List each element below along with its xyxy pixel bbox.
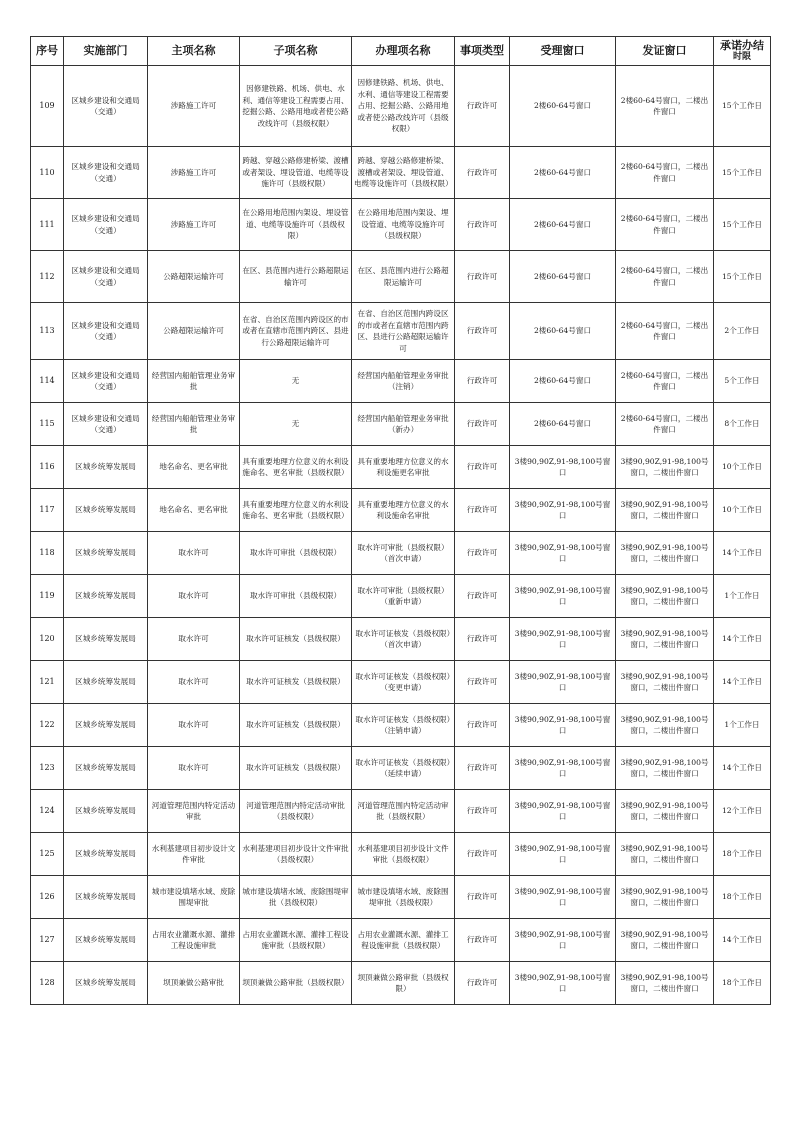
cell-no: 117 [31,489,64,532]
cell-dept: 区城乡统筹发展局 [64,575,148,618]
cell-no: 119 [31,575,64,618]
table-row [31,199,771,251]
cell-no: 121 [31,661,64,704]
cell-handle-item: 经营国内船舶管理业务审批（注销） [352,360,455,403]
cell-time-limit: 15个工作日 [714,251,771,303]
cell-issue-window: 3楼90,90Z,91-98,100号窗口，二楼出件窗口 [616,532,714,575]
cell-no: 114 [31,360,64,403]
cell-issue-window: 3楼90,90Z,91-98,100号窗口，二楼出件窗口 [616,618,714,661]
cell-type: 行政许可 [455,618,510,661]
cell-no: 116 [31,446,64,489]
cell-accept-window: 3楼90,90Z,91-98,100号窗口 [510,704,616,747]
cell-sub-item: 水利基建项目初步设计文件审批（县级权限） [240,833,352,876]
header-dept: 实施部门 [64,37,148,66]
cell-issue-window: 2楼60-64号窗口，二楼出件窗口 [616,66,714,147]
cell-no: 113 [31,303,64,360]
cell-main-item: 取水许可 [148,661,240,704]
cell-main-item: 涉路施工许可 [148,66,240,147]
cell-accept-window: 3楼90,90Z,91-98,100号窗口 [510,618,616,661]
cell-handle-item: 跨越、穿越公路修建桥梁、渡槽或者架设、埋设管道、电缆等设施许可（县级权限） [352,147,455,199]
cell-handle-item: 在公路用地范围内架设、埋设管道、电缆等设施许可（县级权限） [352,199,455,251]
cell-accept-window: 2楼60-64号窗口 [510,360,616,403]
cell-time-limit: 14个工作日 [714,532,771,575]
cell-type: 行政许可 [455,747,510,790]
cell-time-limit: 14个工作日 [714,919,771,962]
cell-accept-window: 3楼90,90Z,91-98,100号窗口 [510,747,616,790]
cell-accept-window: 2楼60-64号窗口 [510,199,616,251]
cell-dept: 区城乡统筹发展局 [64,661,148,704]
cell-time-limit: 12个工作日 [714,790,771,833]
cell-main-item: 河道管理范围内特定活动审批 [148,790,240,833]
table-row [31,790,771,833]
table-row [31,532,771,575]
cell-accept-window: 3楼90,90Z,91-98,100号窗口 [510,790,616,833]
table-row [31,489,771,532]
cell-dept: 区城乡建设和交通局（交通） [64,199,148,251]
cell-issue-window: 2楼60-64号窗口，二楼出件窗口 [616,360,714,403]
cell-issue-window: 3楼90,90Z,91-98,100号窗口，二楼出件窗口 [616,661,714,704]
cell-type: 行政许可 [455,575,510,618]
header-time-limit-line2: 时限 [732,52,751,62]
cell-main-item: 公路超限运输许可 [148,303,240,360]
cell-main-item: 坝顶兼做公路审批 [148,962,240,1005]
cell-time-limit: 18个工作日 [714,833,771,876]
cell-issue-window: 3楼90,90Z,91-98,100号窗口，二楼出件窗口 [616,446,714,489]
cell-issue-window: 2楼60-64号窗口，二楼出件窗口 [616,303,714,360]
cell-sub-item: 在公路用地范围内架设、埋设管道、电缆等设施许可（县级权限） [240,199,352,251]
cell-sub-item: 城市建设填堵水域、废除围堤审批（县级权限） [240,876,352,919]
cell-handle-item: 具有重要地理方位意义的水利设施更名审批 [352,446,455,489]
cell-issue-window: 3楼90,90Z,91-98,100号窗口，二楼出件窗口 [616,876,714,919]
table-row [31,446,771,489]
cell-main-item: 公路超限运输许可 [148,251,240,303]
cell-accept-window: 2楼60-64号窗口 [510,303,616,360]
cell-sub-item: 因修建铁路、机场、供电、水利、通信等建设工程需要占用、挖掘公路、公路用地或者使公路改线许可（县级权限） [240,66,352,147]
header-time-limit [714,37,771,66]
table-row [31,704,771,747]
cell-sub-item: 跨越、穿越公路修建桥梁、渡槽或者架设、埋设管道、电缆等设施许可（县级权限） [240,147,352,199]
cell-sub-item: 取水许可证核发（县级权限） [240,618,352,661]
table-row [31,876,771,919]
cell-time-limit: 15个工作日 [714,199,771,251]
header-sub-item: 子项名称 [240,37,352,66]
cell-accept-window: 3楼90,90Z,91-98,100号窗口 [510,489,616,532]
cell-type: 行政许可 [455,199,510,251]
cell-accept-window: 3楼90,90Z,91-98,100号窗口 [510,833,616,876]
cell-type: 行政许可 [455,303,510,360]
cell-handle-item: 具有重要地理方位意义的水利设施命名审批 [352,489,455,532]
cell-type: 行政许可 [455,403,510,446]
cell-handle-item: 取水许可证核发（县级权限）（变更申请） [352,661,455,704]
cell-handle-item: 取水许可审批（县级权限）（首次申请） [352,532,455,575]
cell-sub-item: 取水许可审批（县级权限） [240,532,352,575]
cell-time-limit: 1个工作日 [714,575,771,618]
cell-sub-item: 取水许可证核发（县级权限） [240,661,352,704]
cell-main-item: 涉路施工许可 [148,147,240,199]
table-row [31,66,771,147]
cell-no: 123 [31,747,64,790]
cell-handle-item: 在省、自治区范围内跨设区的市或者在直辖市范围内跨区、县进行公路超限运输许可 [352,303,455,360]
cell-issue-window: 2楼60-64号窗口，二楼出件窗口 [616,147,714,199]
cell-main-item: 经营国内船舶管理业务审批 [148,360,240,403]
cell-time-limit: 18个工作日 [714,876,771,919]
cell-type: 行政许可 [455,876,510,919]
cell-sub-item: 无 [240,403,352,446]
cell-time-limit: 15个工作日 [714,66,771,147]
cell-dept: 区城乡建设和交通局（交通） [64,403,148,446]
cell-accept-window: 3楼90,90Z,91-98,100号窗口 [510,876,616,919]
cell-time-limit: 8个工作日 [714,403,771,446]
table-row [31,833,771,876]
cell-issue-window: 3楼90,90Z,91-98,100号窗口，二楼出件窗口 [616,919,714,962]
table-row [31,919,771,962]
cell-dept: 区城乡建设和交通局（交通） [64,66,148,147]
cell-issue-window: 3楼90,90Z,91-98,100号窗口，二楼出件窗口 [616,790,714,833]
cell-type: 行政许可 [455,833,510,876]
table-row [31,251,771,303]
cell-issue-window: 3楼90,90Z,91-98,100号窗口，二楼出件窗口 [616,747,714,790]
cell-no: 118 [31,532,64,575]
table-row [31,962,771,1005]
cell-handle-item: 因修建铁路、机场、供电、水利、通信等建设工程需要占用、挖掘公路、公路用地或者使公路改线许可（县级权限） [352,66,455,147]
cell-no: 122 [31,704,64,747]
cell-accept-window: 3楼90,90Z,91-98,100号窗口 [510,919,616,962]
cell-no: 125 [31,833,64,876]
cell-sub-item: 具有重要地理方位意义的水利设施命名、更名审批（县级权限） [240,446,352,489]
cell-sub-item: 取水许可证核发（县级权限） [240,747,352,790]
cell-sub-item: 在区、县范围内进行公路超限运输许可 [240,251,352,303]
cell-type: 行政许可 [455,790,510,833]
cell-no: 124 [31,790,64,833]
cell-handle-item: 取水许可证核发（县级权限）（注销申请） [352,704,455,747]
table-row [31,303,771,360]
cell-handle-item: 取水许可证核发（县级权限）（首次申请） [352,618,455,661]
cell-type: 行政许可 [455,704,510,747]
service-items-table [30,36,771,1005]
cell-main-item: 取水许可 [148,532,240,575]
cell-main-item: 城市建设填堵水域、废除围堤审批 [148,876,240,919]
cell-sub-item: 具有重要地理方位意义的水利设施命名、更名审批（县级权限） [240,489,352,532]
cell-issue-window: 3楼90,90Z,91-98,100号窗口，二楼出件窗口 [616,833,714,876]
cell-issue-window: 2楼60-64号窗口，二楼出件窗口 [616,251,714,303]
cell-no: 110 [31,147,64,199]
table-row [31,575,771,618]
cell-dept: 区城乡统筹发展局 [64,704,148,747]
cell-main-item: 取水许可 [148,618,240,661]
table-row [31,661,771,704]
cell-no: 109 [31,66,64,147]
table-body [31,66,771,1005]
cell-type: 行政许可 [455,66,510,147]
cell-dept: 区城乡统筹发展局 [64,790,148,833]
cell-no: 128 [31,962,64,1005]
cell-type: 行政许可 [455,446,510,489]
cell-time-limit: 2个工作日 [714,303,771,360]
header-type: 事项类型 [455,37,510,66]
cell-accept-window: 3楼90,90Z,91-98,100号窗口 [510,575,616,618]
cell-dept: 区城乡统筹发展局 [64,833,148,876]
cell-time-limit: 18个工作日 [714,962,771,1005]
cell-sub-item: 在省、自治区范围内跨设区的市或者在直辖市范围内跨区、县进行公路超限运输许可 [240,303,352,360]
table-row [31,618,771,661]
cell-dept: 区城乡统筹发展局 [64,489,148,532]
header-accept-window: 受理窗口 [510,37,616,66]
table-row [31,360,771,403]
cell-sub-item: 坝顶兼做公路审批（县级权限） [240,962,352,1005]
cell-issue-window: 3楼90,90Z,91-98,100号窗口，二楼出件窗口 [616,575,714,618]
cell-sub-item: 取水许可证核发（县级权限） [240,704,352,747]
cell-handle-item: 在区、县范围内进行公路超限运输许可 [352,251,455,303]
cell-main-item: 取水许可 [148,747,240,790]
cell-time-limit: 5个工作日 [714,360,771,403]
cell-time-limit: 10个工作日 [714,446,771,489]
cell-time-limit: 14个工作日 [714,618,771,661]
cell-dept: 区城乡建设和交通局（交通） [64,360,148,403]
cell-time-limit: 1个工作日 [714,704,771,747]
cell-sub-item: 取水许可审批（县级权限） [240,575,352,618]
cell-no: 120 [31,618,64,661]
cell-no: 112 [31,251,64,303]
cell-accept-window: 2楼60-64号窗口 [510,251,616,303]
cell-dept: 区城乡统筹发展局 [64,962,148,1005]
cell-dept: 区城乡统筹发展局 [64,532,148,575]
table-row [31,403,771,446]
cell-handle-item: 河道管理范围内特定活动审批（县级权限） [352,790,455,833]
cell-issue-window: 3楼90,90Z,91-98,100号窗口，二楼出件窗口 [616,489,714,532]
cell-issue-window: 2楼60-64号窗口，二楼出件窗口 [616,403,714,446]
cell-no: 111 [31,199,64,251]
cell-type: 行政许可 [455,532,510,575]
cell-dept: 区城乡统筹发展局 [64,747,148,790]
cell-no: 127 [31,919,64,962]
cell-accept-window: 3楼90,90Z,91-98,100号窗口 [510,446,616,489]
cell-handle-item: 城市建设填堵水域、废除围堤审批（县级权限） [352,876,455,919]
cell-sub-item: 无 [240,360,352,403]
cell-accept-window: 2楼60-64号窗口 [510,147,616,199]
cell-main-item: 水利基建项目初步设计文件审批 [148,833,240,876]
cell-time-limit: 10个工作日 [714,489,771,532]
header-time-limit-line1: 承诺办结 [720,39,764,52]
cell-type: 行政许可 [455,251,510,303]
cell-dept: 区城乡统筹发展局 [64,446,148,489]
cell-accept-window: 3楼90,90Z,91-98,100号窗口 [510,661,616,704]
cell-main-item: 涉路施工许可 [148,199,240,251]
cell-handle-item: 取水许可证核发（县级权限）（延续申请） [352,747,455,790]
cell-main-item: 地名命名、更名审批 [148,446,240,489]
cell-type: 行政许可 [455,147,510,199]
cell-dept: 区城乡统筹发展局 [64,618,148,661]
table-row [31,147,771,199]
cell-issue-window: 3楼90,90Z,91-98,100号窗口，二楼出件窗口 [616,704,714,747]
cell-dept: 区城乡统筹发展局 [64,876,148,919]
cell-handle-item: 经营国内船舶管理业务审批（新办） [352,403,455,446]
cell-main-item: 取水许可 [148,575,240,618]
cell-dept: 区城乡建设和交通局（交通） [64,147,148,199]
cell-accept-window: 2楼60-64号窗口 [510,66,616,147]
header-handle-item: 办理项名称 [352,37,455,66]
cell-sub-item: 占用农业灌溉水源、灌排工程设施审批（县级权限） [240,919,352,962]
cell-no: 115 [31,403,64,446]
cell-main-item: 经营国内船舶管理业务审批 [148,403,240,446]
cell-accept-window: 3楼90,90Z,91-98,100号窗口 [510,962,616,1005]
header-issue-window: 发证窗口 [616,37,714,66]
cell-type: 行政许可 [455,661,510,704]
header-no: 序号 [31,37,64,66]
cell-handle-item: 占用农业灌溉水源、灌排工程设施审批（县级权限） [352,919,455,962]
cell-dept: 区城乡建设和交通局（交通） [64,303,148,360]
cell-issue-window: 2楼60-64号窗口，二楼出件窗口 [616,199,714,251]
cell-accept-window: 3楼90,90Z,91-98,100号窗口 [510,532,616,575]
cell-time-limit: 14个工作日 [714,661,771,704]
cell-dept: 区城乡统筹发展局 [64,919,148,962]
cell-handle-item: 取水许可审批（县级权限）（重新申请） [352,575,455,618]
cell-type: 行政许可 [455,360,510,403]
cell-time-limit: 15个工作日 [714,147,771,199]
cell-dept: 区城乡建设和交通局（交通） [64,251,148,303]
table-row [31,747,771,790]
document-page [30,36,770,1005]
cell-type: 行政许可 [455,919,510,962]
cell-type: 行政许可 [455,962,510,1005]
cell-main-item: 地名命名、更名审批 [148,489,240,532]
cell-main-item: 占用农业灌溉水源、灌排工程设施审批 [148,919,240,962]
cell-time-limit: 14个工作日 [714,747,771,790]
cell-no: 126 [31,876,64,919]
cell-main-item: 取水许可 [148,704,240,747]
cell-type: 行政许可 [455,489,510,532]
table-header-row [31,37,771,66]
cell-issue-window: 3楼90,90Z,91-98,100号窗口，二楼出件窗口 [616,962,714,1005]
cell-sub-item: 河道管理范围内特定活动审批（县级权限） [240,790,352,833]
cell-handle-item: 水利基建项目初步设计文件审批（县级权限） [352,833,455,876]
cell-handle-item: 坝顶兼做公路审批（县级权限） [352,962,455,1005]
cell-accept-window: 2楼60-64号窗口 [510,403,616,446]
header-main-item: 主项名称 [148,37,240,66]
